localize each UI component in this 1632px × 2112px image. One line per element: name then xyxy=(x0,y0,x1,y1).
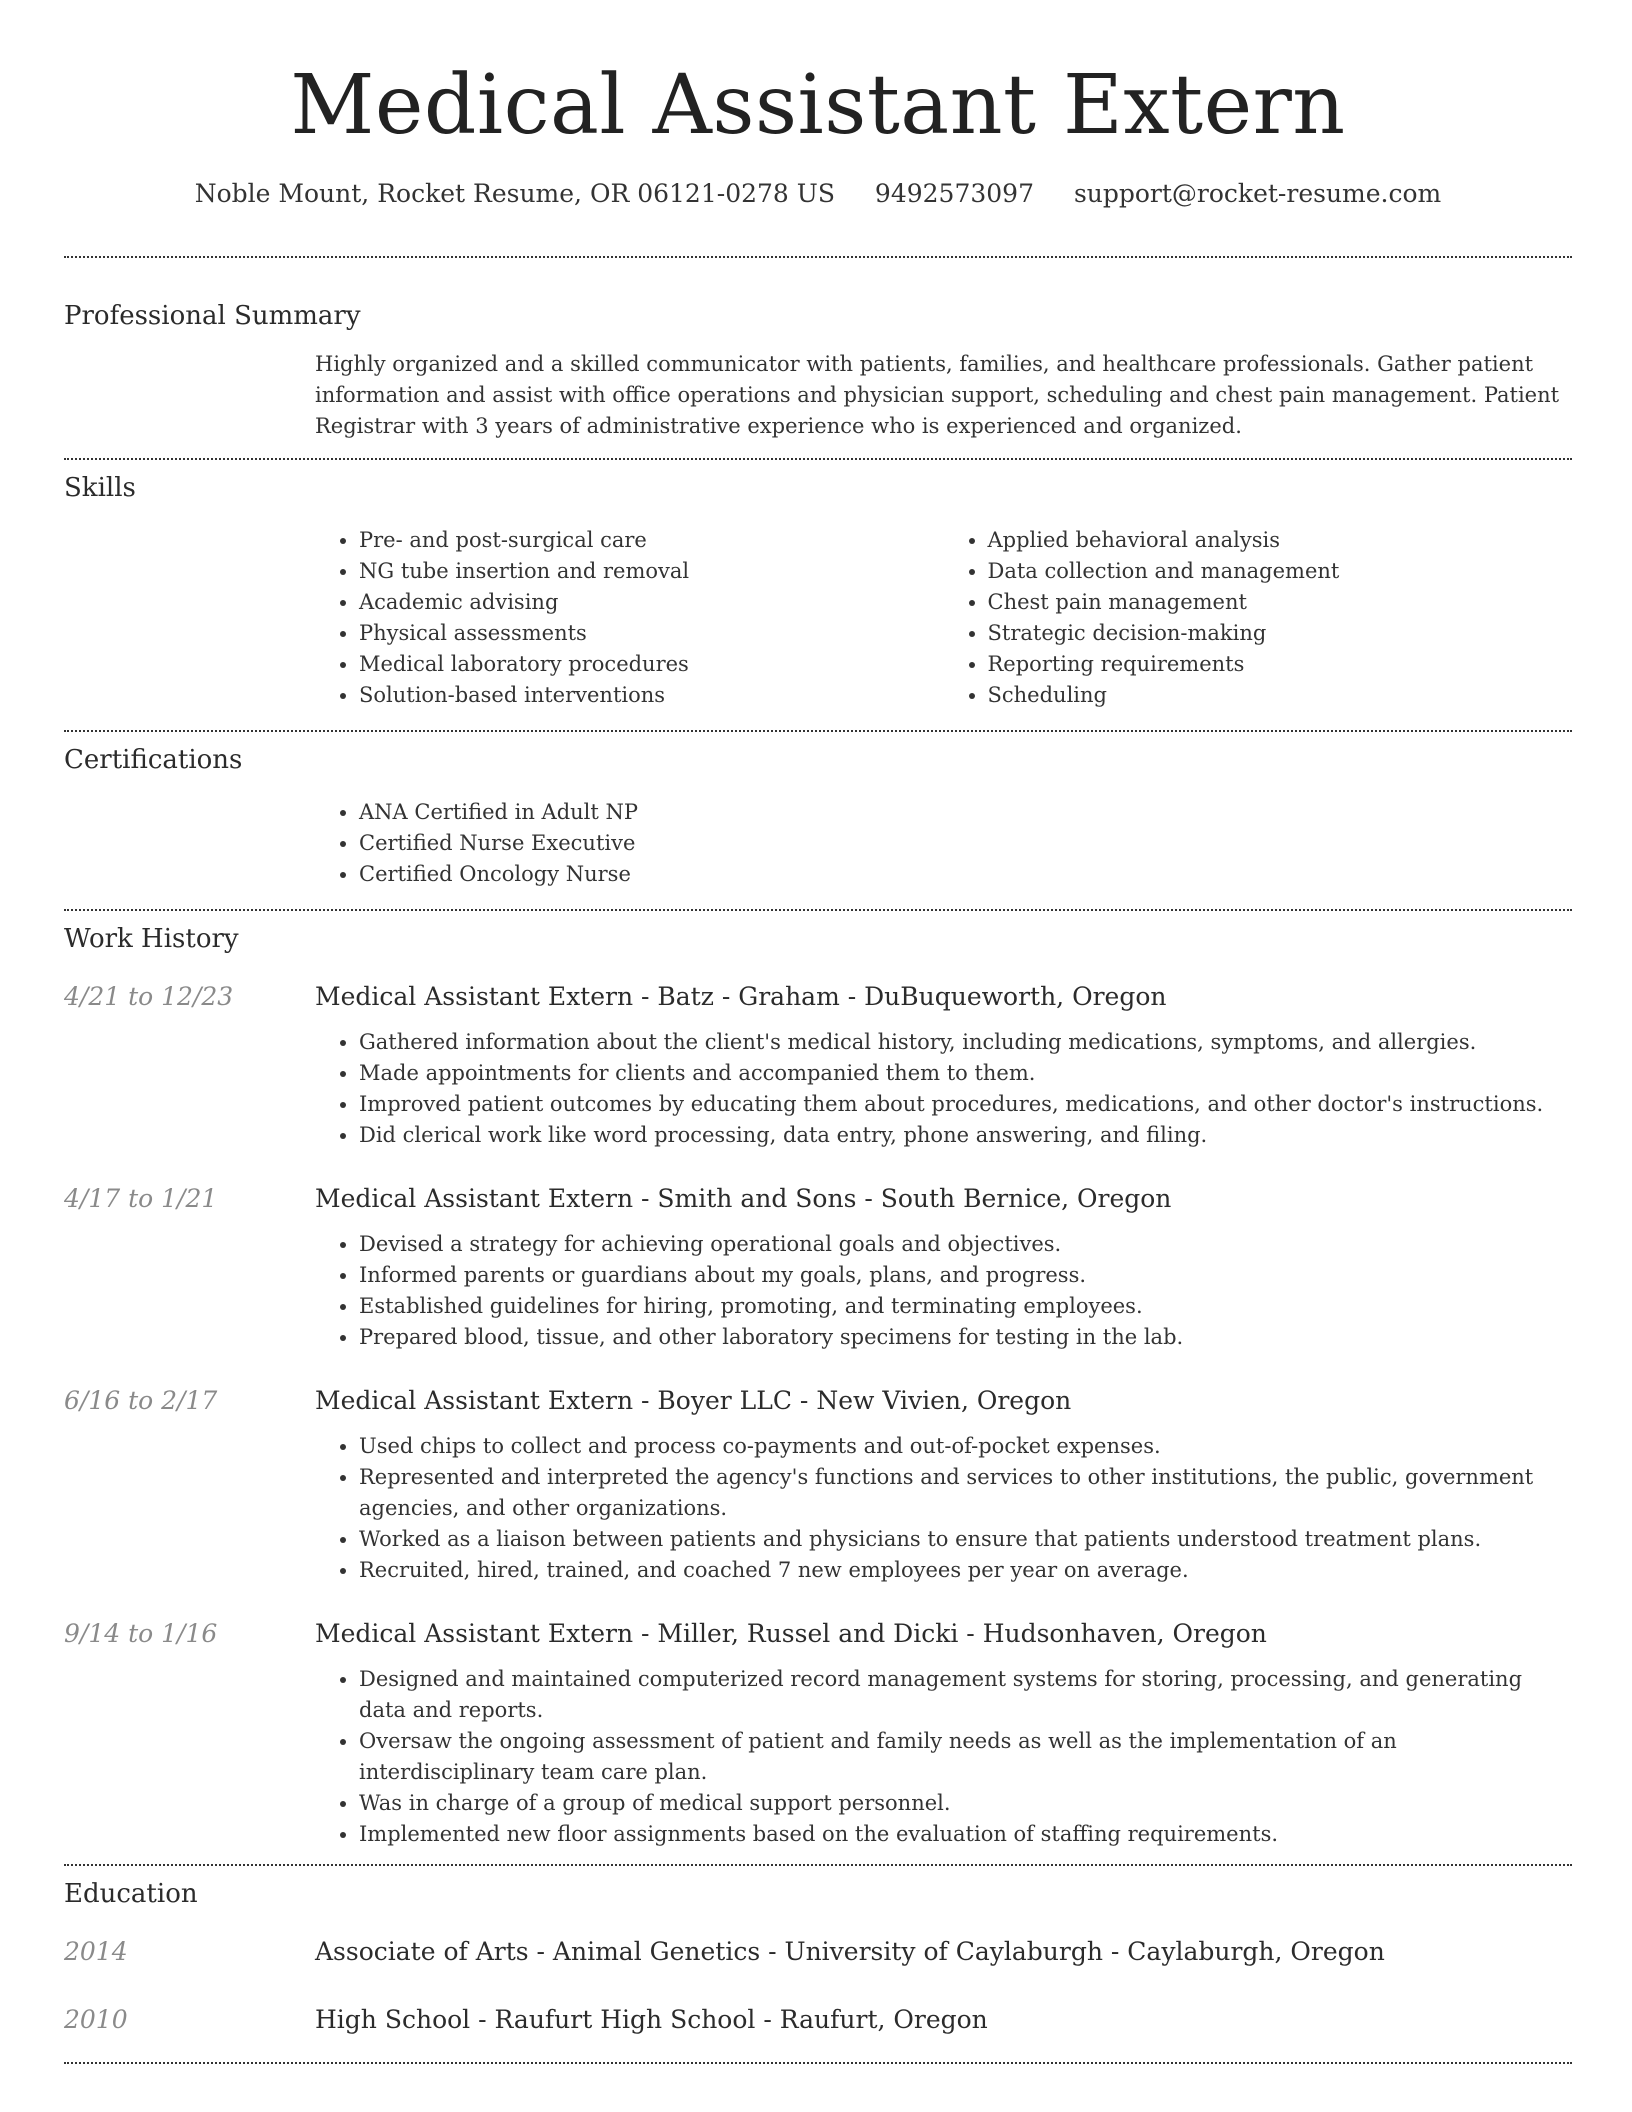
skill-item: • NG tube insertion and removal xyxy=(359,556,944,587)
job-bullet: • Informed parents or guardians about my goals, plans, and progress. xyxy=(359,1260,1572,1291)
skill-item: • Solution-based interventions xyxy=(359,680,944,711)
job-bullet: • Worked as a liaison between patients and physicians to ensure that patients understood treatment plans. xyxy=(359,1524,1572,1555)
education-entry xyxy=(64,2002,1572,2038)
job-bullet: • Implemented new floor assignments based on the evaluation of staffing requirements. xyxy=(359,1819,1572,1850)
skills-content xyxy=(315,525,1572,711)
contact-phone: 9492573097 xyxy=(874,179,1034,208)
job-bullet: • Devised a strategy for achieving operational goals and objectives. xyxy=(359,1229,1572,1260)
education-section xyxy=(64,1876,1572,2038)
work-history-title: Work History xyxy=(64,924,239,954)
job-date: 9/14 to 1/16 xyxy=(64,1619,218,1648)
section-divider xyxy=(64,909,1572,911)
contact-line xyxy=(64,174,1572,214)
job-bullet: • Designed and maintained computerized record management systems for storing, processing, and generating data and reports. xyxy=(359,1664,1572,1726)
job-entry xyxy=(64,979,1572,1151)
certifications-content xyxy=(315,797,1572,890)
job-bullet: • Prepared blood, tissue, and other laboratory specimens for testing in the lab. xyxy=(359,1322,1572,1353)
skills-section xyxy=(64,470,1572,711)
education-date: 2010 xyxy=(64,2005,128,2034)
job-bullet: • Used chips to collect and process co-payments and out-of-pocket expenses. xyxy=(359,1431,1572,1462)
job-bullets xyxy=(315,1664,1572,1850)
education-heading: High School - Raufurt High School - Raufurt, Oregon xyxy=(315,2005,988,2034)
job-date: 6/16 to 2/17 xyxy=(64,1386,218,1415)
section-divider xyxy=(64,458,1572,460)
job-heading: Medical Assistant Extern - Boyer LLC - New Vivien, Oregon xyxy=(315,1386,1072,1415)
section-divider xyxy=(64,2062,1572,2064)
skill-item: • Chest pain management xyxy=(988,587,1573,618)
skill-item: • Pre- and post-surgical care xyxy=(359,525,944,556)
job-bullet: • Gathered information about the client's medical history, including medications, symptoms, and allergies. xyxy=(359,1027,1572,1058)
certifications-section xyxy=(64,742,1572,890)
job-bullet: • Represented and interpreted the agency's functions and services to other institutions, the public, government agencies, and other organizations. xyxy=(359,1462,1572,1524)
skill-item: • Data collection and management xyxy=(988,556,1573,587)
job-heading: Medical Assistant Extern - Smith and Sons - South Bernice, Oregon xyxy=(315,1184,1172,1213)
job-bullets xyxy=(315,1229,1572,1353)
job-entry xyxy=(64,1616,1572,1850)
certification-item: • Certified Nurse Executive xyxy=(359,828,1572,859)
job-bullet: • Did clerical work like word processing, data entry, phone answering, and filing. xyxy=(359,1120,1572,1151)
skill-item: • Physical assessments xyxy=(359,618,944,649)
section-divider xyxy=(64,730,1572,732)
job-bullet: • Established guidelines for hiring, promoting, and terminating employees. xyxy=(359,1291,1572,1322)
job-date: 4/17 to 1/21 xyxy=(64,1184,218,1213)
job-bullets xyxy=(315,1431,1572,1586)
summary-text: Highly organized and a skilled communicator with patients, families, and healthcare professionals. Gather patient information and assist with office operations and physician support, scheduling and chest pain management. Patient Registrar with 3 years of administrative experience who is experienced and organized. xyxy=(315,352,1560,438)
job-bullet: • Was in charge of a group of medical support personnel. xyxy=(359,1788,1572,1819)
contact-address: Noble Mount, Rocket Resume, OR 06121-0278 US xyxy=(194,179,835,208)
skill-item: • Reporting requirements xyxy=(988,649,1573,680)
skill-item: • Strategic decision-making xyxy=(988,618,1573,649)
job-heading: Medical Assistant Extern - Batz - Graham - DuBuqueworth, Oregon xyxy=(315,982,1167,1011)
skill-item: • Academic advising xyxy=(359,587,944,618)
job-bullet: • Improved patient outcomes by educating them about procedures, medications, and other doctor's instructions. xyxy=(359,1089,1572,1120)
certifications-title: Certifications xyxy=(64,745,243,775)
certifications-list xyxy=(315,797,1572,890)
skill-item: • Applied behavioral analysis xyxy=(988,525,1573,556)
summary-title: Professional Summary xyxy=(64,301,361,331)
candidate-name: Medical Assistant Extern xyxy=(290,58,1346,153)
education-title: Education xyxy=(64,1879,198,1909)
job-entry xyxy=(64,1383,1572,1586)
education-date: 2014 xyxy=(64,1937,128,1966)
certification-item: • ANA Certified in Adult NP xyxy=(359,797,1572,828)
job-date: 4/21 to 12/23 xyxy=(64,982,234,1011)
job-bullet: • Oversaw the ongoing assessment of patient and family needs as well as the implementation of an interdisciplinary team care plan. xyxy=(359,1726,1572,1788)
education-heading: Associate of Arts - Animal Genetics - University of Caylaburgh - Caylaburgh, Oregon xyxy=(315,1937,1385,1966)
job-bullet: • Made appointments for clients and accompanied them to them. xyxy=(359,1058,1572,1089)
job-bullet: • Recruited, hired, trained, and coached 7 new employees per year on average. xyxy=(359,1555,1572,1586)
skills-list-right xyxy=(944,525,1573,711)
resume-page xyxy=(64,0,1572,2064)
certification-item: • Certified Oncology Nurse xyxy=(359,859,1572,890)
skills-title: Skills xyxy=(64,473,136,503)
summary-content xyxy=(315,349,1572,442)
section-divider xyxy=(64,1864,1572,1866)
job-heading: Medical Assistant Extern - Miller, Russel and Dicki - Hudsonhaven, Oregon xyxy=(315,1619,1267,1648)
education-entry xyxy=(64,1934,1572,1970)
skill-item: • Scheduling xyxy=(988,680,1573,711)
skill-item: • Medical laboratory procedures xyxy=(359,649,944,680)
skills-list-left xyxy=(315,525,944,711)
job-bullets xyxy=(315,1027,1572,1151)
summary-section xyxy=(64,298,1572,442)
job-entry xyxy=(64,1181,1572,1353)
work-history-section xyxy=(64,921,1572,1850)
contact-email: support@rocket-resume.com xyxy=(1073,179,1442,208)
section-divider xyxy=(64,256,1572,258)
